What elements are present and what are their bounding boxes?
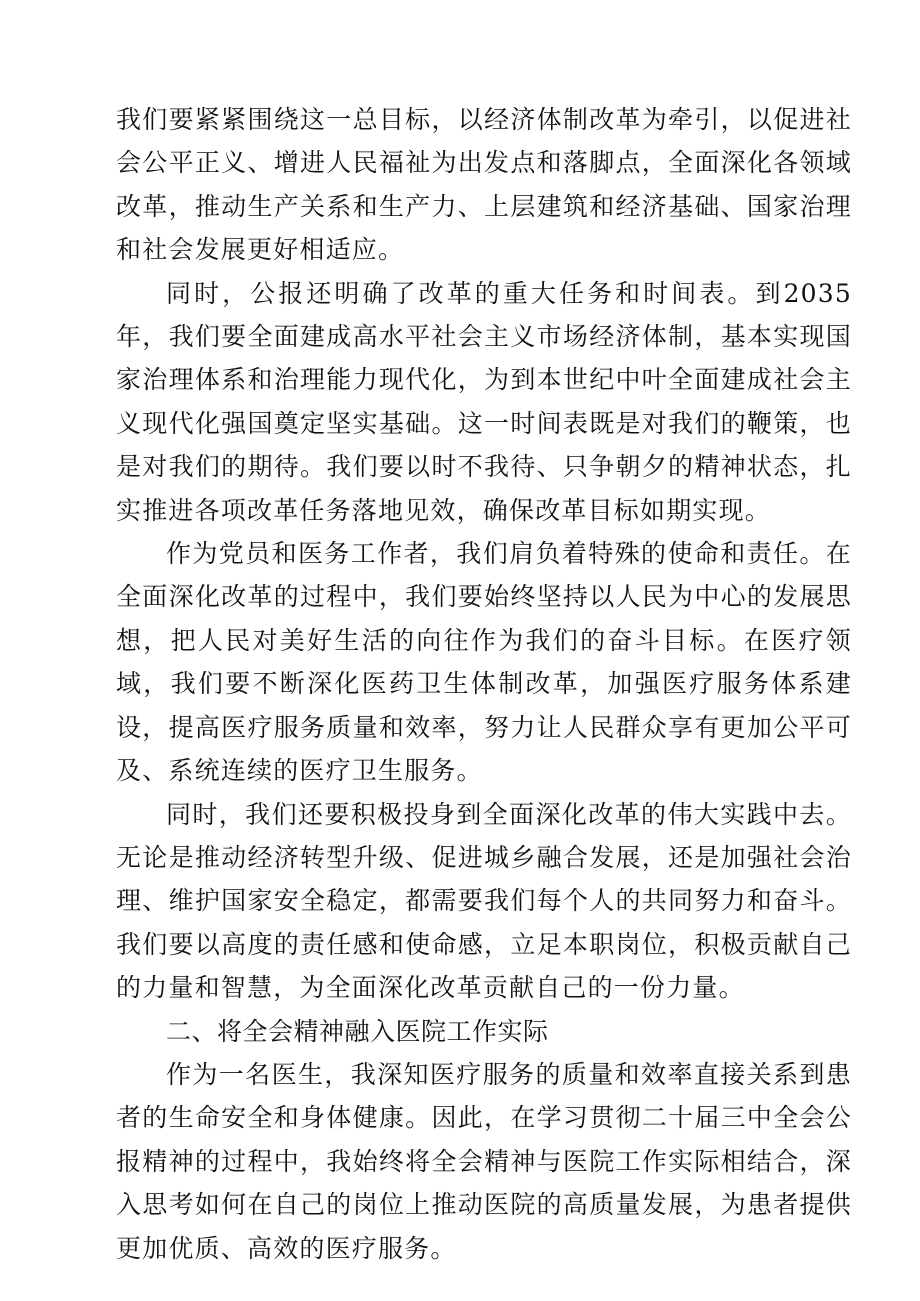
paragraph-timeline: 同时，公报还明确了改革的重大任务和时间表。到2035年，我们要全面建成高水平社会主义市场经济体制，基本实现国家治理体系和治理能力现代化，为到本世纪中叶全面建成社会主义现代化强国奠定坚实基础。这一时间表既是对我们的鞭策，也是对我们的期待。我们要以时不我待、只争朝夕的精神状态，扎实推进各项改革任务落地见效，确保改革目标如期实现。: [116, 278, 852, 525]
paragraph-practice: 同时，我们还要积极投身到全面深化改革的伟大实践中去。无论是推动经济转型升级、促进城乡融合发展，还是加强社会治理、维护国家安全稳定，都需要我们每个人的共同努力和奋斗。我们要以高度的责任感和使命感，立足本职岗位，积极贡献自己的力量和智慧，为全面深化改革贡献自己的一份力量。: [116, 799, 852, 1003]
paragraph-doctor-role: 作为一名医生，我深知医疗服务的质量和效率直接关系到患者的生命安全和身体健康。因此，在学习贯彻二十届三中全会公报精神的过程中，我始终将全会精神与医院工作实际相结合，深入思考如何在自己的岗位上推动医院的高质量发展，为患者提供更加优质、高效的医疗服务。: [116, 1059, 852, 1263]
section-heading: 二、将全会精神融入医院工作实际: [166, 1016, 549, 1046]
paragraph-party-member-duty: 作为党员和医务工作者，我们肩负着特殊的使命和责任。在全面深化改革的过程中，我们要始终坚持以人民为中心的发展思想，把人民对美好生活的向往作为我们的奋斗目标。在医疗领域，我们要不断深化医药卫生体制改革，加强医疗服务体系建设，提高医疗服务质量和效率，努力让人民群众享有更加公平可及、系统连续的医疗卫生服务。: [116, 539, 852, 786]
paragraph-reform-goal: 我们要紧紧围绕这一总目标，以经济体制改革为牵引，以促进社会公平正义、增进人民福祉为出发点和落脚点，全面深化各领域改革，推动生产关系和生产力、上层建筑和经济基础、国家治理和社会发展更好相适应。: [116, 105, 852, 265]
document-body: [116, 98, 852, 1270]
